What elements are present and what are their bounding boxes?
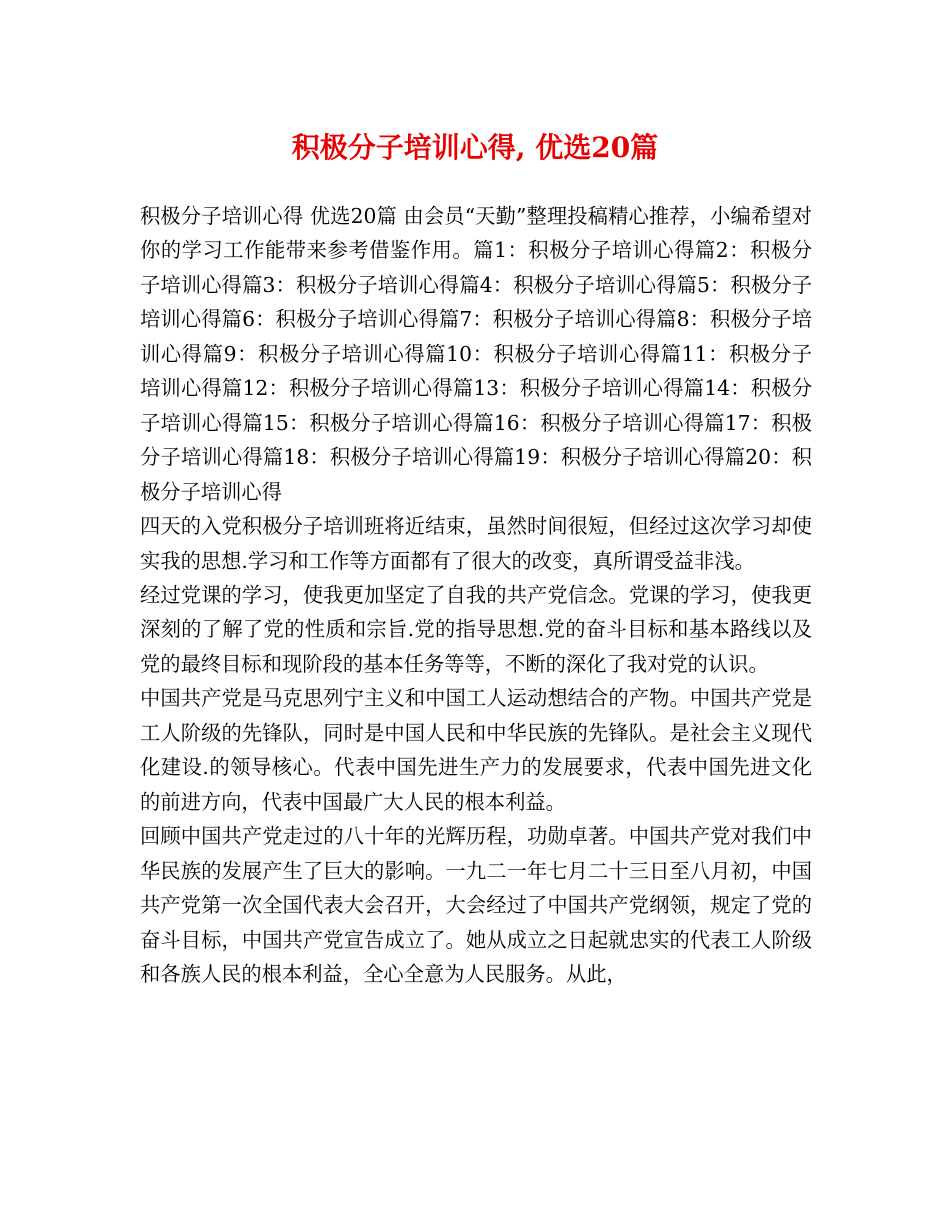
paragraph-training-end: 四天的入党积极分子培训班将近结束，虽然时间很短，但经过这次学习却使实我的思想.学习和工作等方面都有了很大的改变，真所谓受益非浅。 — [140, 514, 812, 573]
paragraph-party-lessons: 经过党课的学习，使我更加坚定了自我的共产党信念。党课的学习，使我更深刻的了解了党的性质和宗旨.党的指导思想.党的奋斗目标和基本路线以及党的最终目标和现阶段的基本任务等等，不断的深化了我对党的认识。 — [140, 582, 812, 676]
paragraph-party-nature: 中国共产党是马克思列宁主义和中国工人运动想结合的产物。中国共产党是工人阶级的先锋队，同时是中国人民和中华民族的先锋队。是社会主义现代化建设.的领导核心。代表中国先进生产力的发展要求，代表中国先进文化的前进方向，代表中国最广大人民的根本利益。 — [140, 686, 812, 814]
paragraph-intro: 积极分子培训心得 优选20篇 由会员“天勤”整理投稿精心推荐，小编希望对你的学习工作能带来参考借鉴作用。篇1：积极分子培训心得篇2：积极分子培训心得篇3：积极分子培训心得篇4：积极分子培训心得篇5：积极分子培训心得篇6：积极分子培训心得篇7：积极分子培训心得篇8：积极分子培训心得篇9：积极分子培训心得篇10：积极分子培训心得篇11：积极分子培训心得篇12：积极分子培训心得篇13：积极分子培训心得篇14：积极分子培训心得篇15：积极分子培训心得篇16：积极分子培训心得篇17：积极分子培训心得篇18：积极分子培训心得篇19：积极分子培训心得篇20：积极分子培训心得 — [140, 204, 812, 504]
paragraph-party-history: 回顾中国共产党走过的八十年的光辉历程，功勋卓著。中国共产党对我们中华民族的发展产生了巨大的影响。一九二一年七月二十三日至八月初，中国共产党第一次全国代表大会召开，大会经过了中国共产党纲领，规定了党的奋斗目标，中国共产党宣告成立了。她从成立之日起就忠实的代表工人阶级和各族人民的根本利益，全心全意为人民服务。从此， — [140, 824, 812, 986]
document-title: 积极分子培训心得, 优选20篇 — [291, 131, 659, 164]
document-body — [140, 199, 812, 991]
